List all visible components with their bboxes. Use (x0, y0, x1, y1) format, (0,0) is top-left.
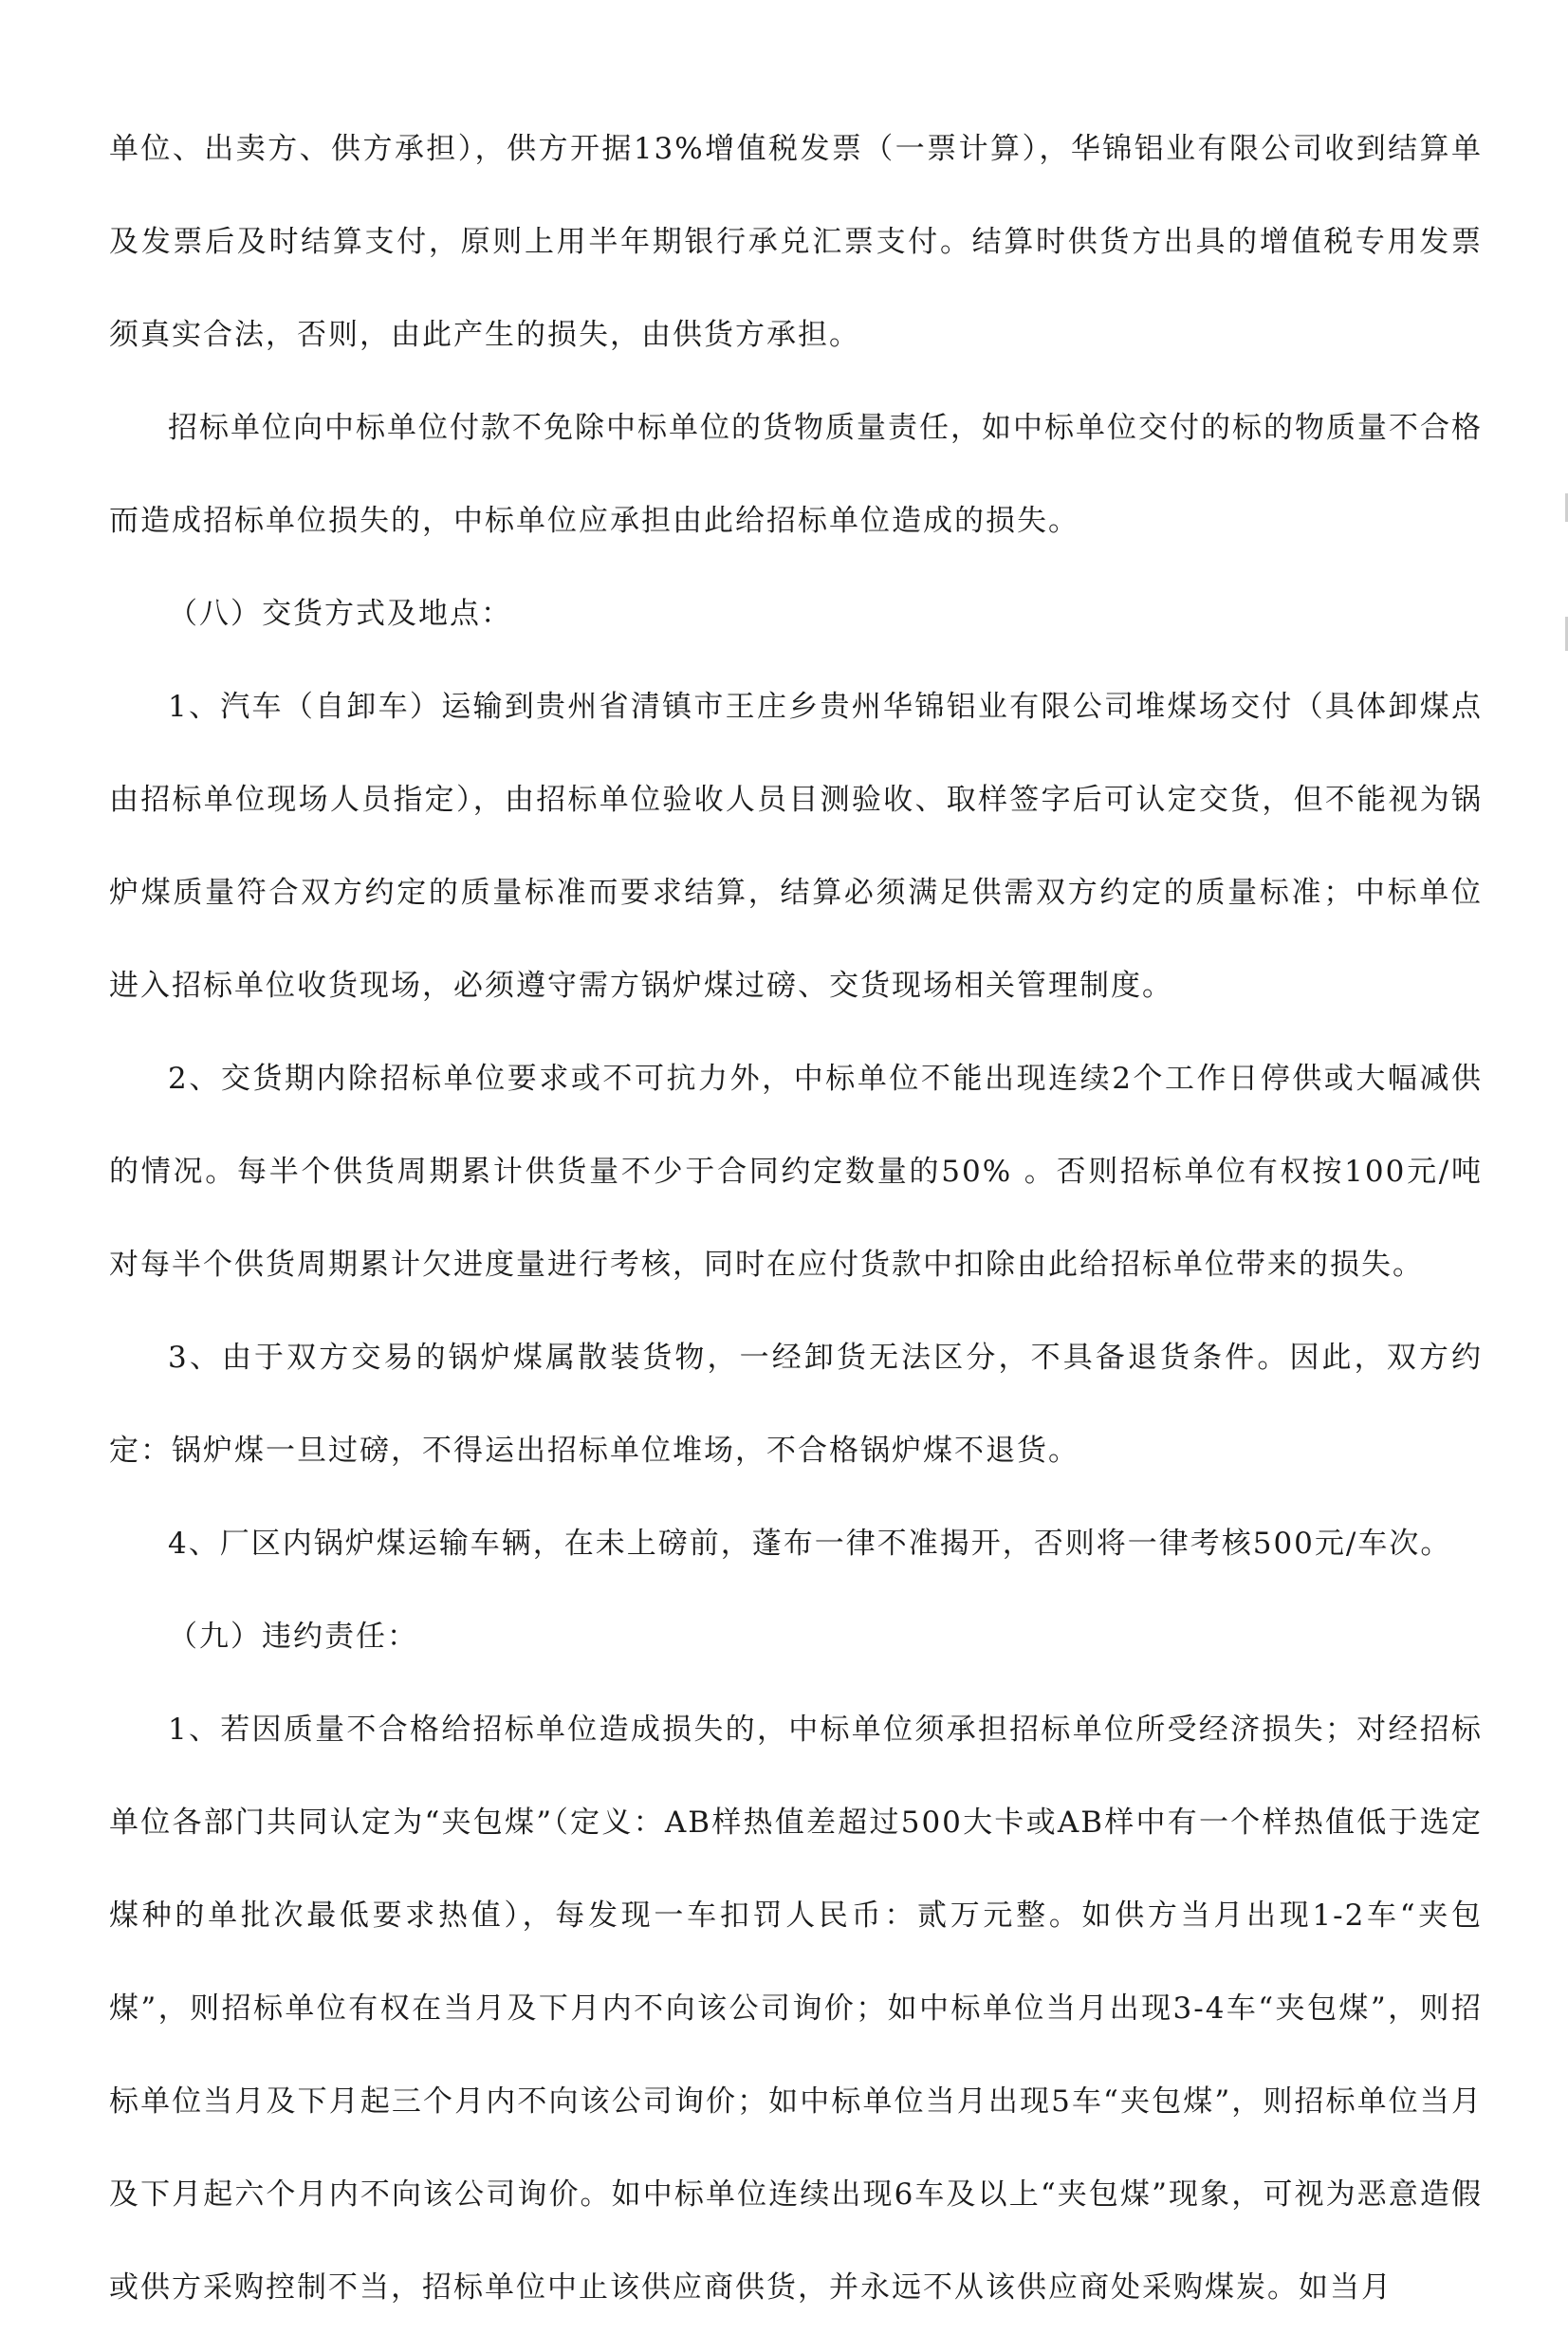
liability-clause-1: 1、若因质量不合格给招标单位造成损失的，中标单位须承担招标单位所受经济损失；对经招标单位各部门共同认定为“夹包煤”（定义：AB样热值差超过500大卡或AB样中有一个样热值低于选定煤种的单批次最低要求热值），每发现一车扣罚人民币：贰万元整。如供方当月出现1-2车“夹包煤”，则招标单位有权在当月及下月内不向该公司询价；如中标单位当月出现3-4车“夹包煤”，则招标单位当月及下月起三个月内不向该公司询价；如中标单位当月出现5车“夹包煤”，则招标单位当月及下月起六个月内不向该公司询价。如中标单位连续出现6车及以上“夹包煤”现象，可视为恶意造假或供方采购控制不当，招标单位中止该供应商供货，并永远不从该供应商处采购煤炭。如当月 (109, 1713, 1483, 2305)
document-page (109, 102, 1483, 2334)
delivery-clause-2: 2、交货期内除招标单位要求或不可抗力外，中标单位不能出现连续2个工作日停供或大幅减供的情况。每半个供货周期累计供货量不少于合同约定数量的50% 。否则招标单位有权按100元/吨对每半个供货周期累计欠进度量进行考核，同时在应付货款中扣除由此给招标单位带来的损失。 (109, 1062, 1483, 1282)
delivery-clause-3: 3、由于双方交易的锅炉煤属散装货物，一经卸货无法区分，不具备退货条件。因此，双方约定：锅炉煤一旦过磅，不得运出招标单位堆场，不合格锅炉煤不退货。 (109, 1341, 1483, 1468)
payment-settlement-paragraph: 单位、出卖方、供方承担），供方开据13%增值税发票（一票计算），华锦铝业有限公司收到结算单及发票后及时结算支付，原则上用半年期银行承兑汇票支付。结算时供货方出具的增值税专用发票须真实合法，否则，由此产生的损失，由供货方承担。 (109, 132, 1483, 352)
section-heading-liability: （九）违约责任： (168, 1620, 418, 1654)
delivery-clause-4: 4、厂区内锅炉煤运输车辆，在未上磅前，蓬布一律不准揭开，否则将一律考核500元/车次。 (168, 1527, 1452, 1561)
quality-responsibility-paragraph: 招标单位向中标单位付款不免除中标单位的货物质量责任，如中标单位交付的标的物质量不合格而造成招标单位损失的，中标单位应承担由此给招标单位造成的损失。 (109, 411, 1483, 538)
section-heading-delivery: （八）交货方式及地点： (168, 597, 512, 631)
delivery-clause-1: 1、汽车（自卸车）运输到贵州省清镇市王庄乡贵州华锦铝业有限公司堆煤场交付（具体卸煤点由招标单位现场人员指定），由招标单位验收人员目测验收、取样签字后可认定交货，但不能视为锅炉煤质量符合双方约定的质量标准而要求结算，结算必须满足供需双方约定的质量标准；中标单位进入招标单位收货现场，必须遵守需方锅炉煤过磅、交货现场相关管理制度。 (109, 690, 1483, 1003)
